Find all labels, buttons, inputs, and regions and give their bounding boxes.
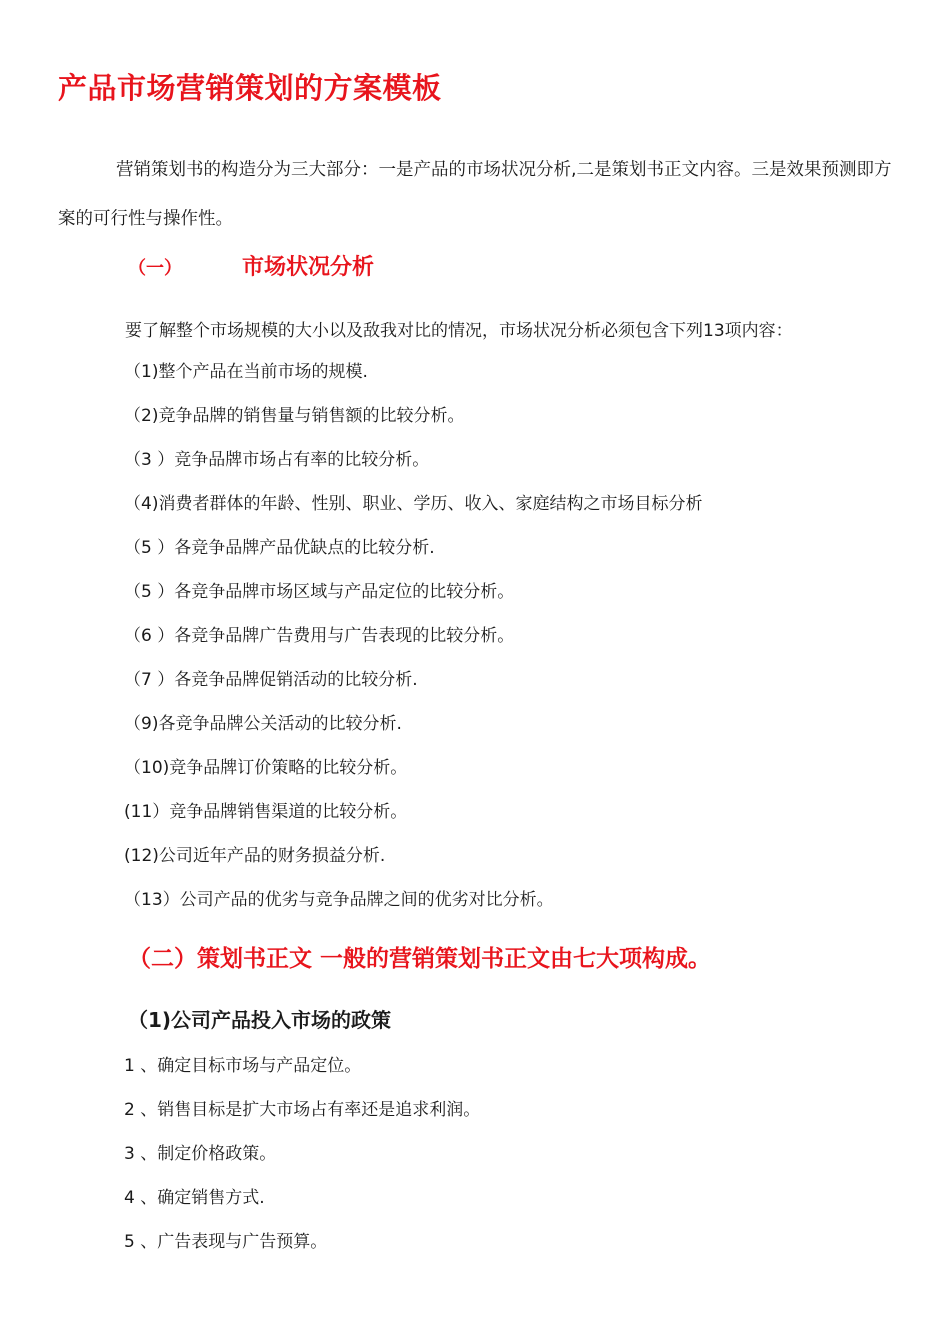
list-item: （13）公司产品的优劣与竞争品牌之间的优劣对比分析。 <box>124 890 554 910</box>
market-analysis-list <box>124 360 702 932</box>
list-item: （2)竞争品牌的销售量与销售额的比较分析。 <box>124 406 465 426</box>
list-item: （7 ）各竞争品牌促销活动的比较分析. <box>124 670 418 690</box>
list-item: （9)各竞争品牌公关活动的比较分析. <box>124 714 402 734</box>
list-item: 1 、确定目标市场与产品定位。 <box>124 1056 362 1076</box>
section-1-heading <box>128 250 374 281</box>
list-item: (12)公司近年产品的财务损益分析. <box>124 846 386 866</box>
document-title: 产品市场营销策划的方案模板 <box>58 71 442 105</box>
list-item: 3 、制定价格政策。 <box>124 1144 277 1164</box>
list-item: (11）竞争品牌销售渠道的比较分析。 <box>124 802 408 822</box>
list-item: （5 ）各竞争品牌产品优缺点的比较分析. <box>124 538 435 558</box>
subsection-1-heading: （1)公司产品投入市场的政策 <box>128 1008 392 1032</box>
list-item: 5 、广告表现与广告预算。 <box>124 1232 328 1252</box>
intro-paragraph: 营销策划书的构造分为三大部分：一是产品的市场状况分析,二是策划书正文内容。三是效果预测即方案的可行性与操作性。 <box>58 160 892 229</box>
list-item: （6 ）各竞争品牌广告费用与广告表现的比较分析。 <box>124 626 515 646</box>
list-item: （10)竞争品牌订价策略的比较分析。 <box>124 758 408 778</box>
section-1-number: （一） <box>128 258 182 279</box>
list-item: （5 ）各竞争品牌市场区域与产品定位的比较分析。 <box>124 582 515 602</box>
list-item: 2 、销售目标是扩大市场占有率还是追求利润。 <box>124 1100 481 1120</box>
section-1-lead: 要了解整个市场规模的大小以及敌我对比的情况，市场状况分析必须包含下列13项内容： <box>125 321 793 341</box>
policy-steps-list <box>124 1054 480 1274</box>
list-item: 4 、确定销售方式. <box>124 1188 265 1208</box>
section-1-title: 市场状况分析 <box>242 255 375 280</box>
section-2-heading: （二）策划书正文 一般的营销策划书正文由七大项构成。 <box>128 946 712 972</box>
list-item: （4)消费者群体的年龄、性别、职业、学历、收入、家庭结构之市场目标分析 <box>124 494 703 514</box>
list-item: （3 ）竞争品牌市场占有率的比较分析。 <box>124 450 430 470</box>
list-item: （1)整个产品在当前市场的规模. <box>124 362 368 382</box>
